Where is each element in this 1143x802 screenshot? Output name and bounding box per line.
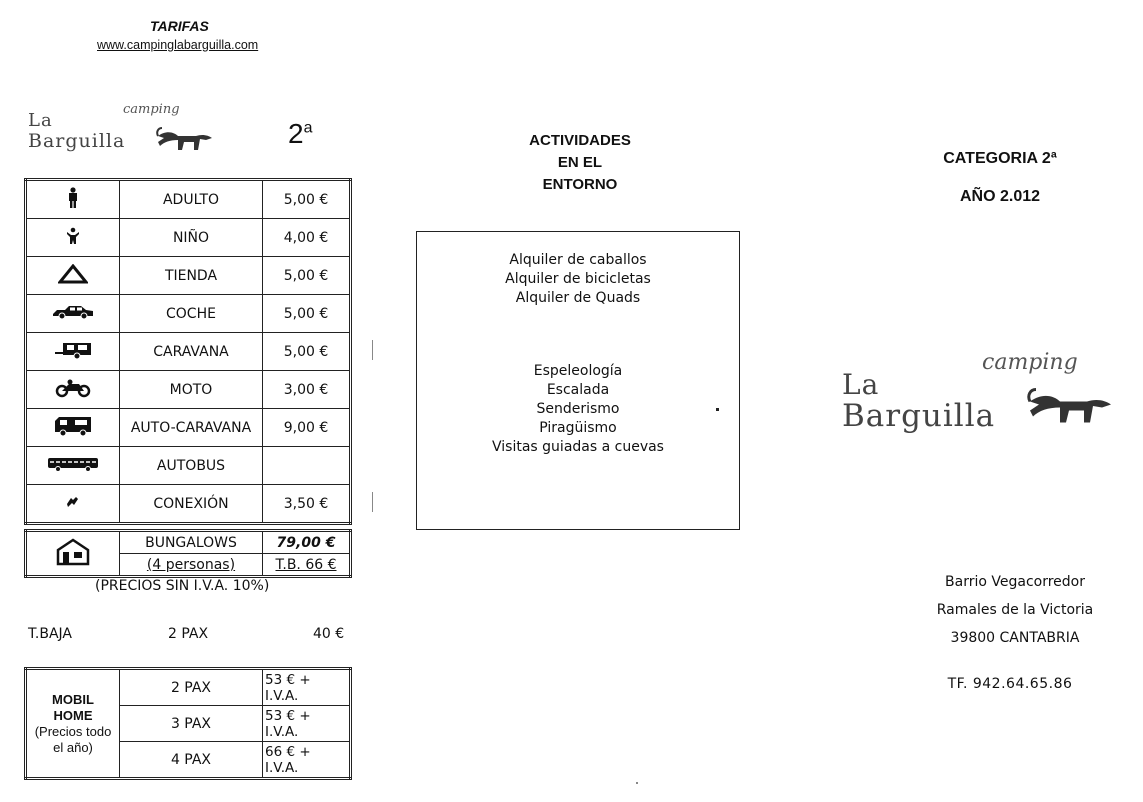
address-block [915, 568, 1115, 652]
bungalow-price-low: T.B. 66 € [263, 554, 351, 577]
price-value: 4,00 € [263, 219, 351, 257]
logo-barguilla: Barguilla [842, 398, 996, 434]
category-heading: CATEGORIA 2ª [943, 150, 1057, 167]
table-row [26, 371, 351, 409]
iva-note: (PRECIOS SIN I.V.A. 10%) [95, 578, 270, 594]
activities-title-line: ENTORNO [542, 176, 618, 193]
motorhome-icon [53, 415, 93, 437]
year-heading: AÑO 2.012 [959, 188, 1041, 205]
low-season-label: T.BAJA [28, 626, 72, 642]
activities-title-line: ACTIVIDADES [529, 132, 631, 149]
camping-logo-large [842, 350, 1132, 445]
price-value: 5,00 € [263, 180, 351, 219]
table-row [26, 180, 351, 219]
motorcycle-icon [53, 378, 93, 398]
camping-logo [28, 100, 218, 160]
goat-icon [156, 126, 216, 154]
price-value: 5,00 € [263, 295, 351, 333]
logo-la: La [842, 368, 880, 401]
list-item: Piragüismo [539, 420, 617, 436]
table-row [26, 257, 351, 295]
mobil-pax: 4 PAX [120, 742, 263, 779]
price-table [24, 178, 352, 525]
mobil-home-table [24, 667, 352, 780]
price-value [263, 447, 351, 485]
low-season-pax: 2 PAX [168, 626, 209, 642]
list-item: Alquiler de caballos [509, 252, 647, 268]
activities-title-line: EN EL [557, 154, 603, 171]
logo-camping: camping [982, 350, 1078, 375]
bus-icon [46, 456, 100, 472]
table-row [26, 531, 351, 554]
low-season-price: 40 € [313, 626, 345, 642]
mobil-price: 53 € + I.V.A. [263, 669, 351, 706]
phone-number: TF. 942.64.65.86 [947, 676, 1073, 692]
mobil-pax: 3 PAX [120, 706, 263, 742]
bungalow-sublabel: (4 personas) [120, 554, 263, 577]
mobil-price: 66 € + I.V.A. [263, 742, 351, 779]
scan-speck [716, 408, 719, 411]
logo-la: La [28, 110, 53, 131]
price-value: 5,00 € [263, 333, 351, 371]
activities-box [416, 231, 740, 530]
bungalows-table [24, 529, 352, 578]
mobil-title-1: MOBIL [52, 691, 94, 707]
mobil-title-2: HOME [53, 707, 93, 723]
table-row [26, 219, 351, 257]
price-label: ADULTO [120, 180, 263, 219]
table-row [26, 669, 351, 706]
activities-list-outdoor [417, 362, 739, 457]
mobil-home-header [26, 669, 120, 779]
category-badge: 2$^a$ [288, 118, 313, 149]
bungalow-price: 79,00 € [263, 531, 351, 554]
adult-icon [66, 187, 80, 209]
table-row [26, 447, 351, 485]
plug-icon [65, 494, 81, 510]
list-item: Espeleología [533, 363, 623, 379]
table-row [26, 333, 351, 371]
address-line: Ramales de la Victoria [936, 602, 1094, 618]
price-value: 9,00 € [263, 409, 351, 447]
scan-speck [372, 340, 373, 360]
address-line: 39800 CANTABRIA [950, 630, 1080, 646]
price-label: COCHE [120, 295, 263, 333]
scan-speck [636, 782, 638, 784]
child-icon [66, 227, 80, 245]
mobil-note-1: (Precios todo [34, 723, 112, 739]
price-label: AUTOBUS [120, 447, 263, 485]
price-value: 5,00 € [263, 257, 351, 295]
price-value: 3,50 € [263, 485, 351, 524]
price-label: TIENDA [120, 257, 263, 295]
caravan-icon [53, 340, 93, 360]
goat-icon [1027, 385, 1117, 430]
price-label: AUTO-CARAVANA [120, 409, 263, 447]
activities-list-rentals [417, 251, 739, 308]
list-item: Alquiler de bicicletas [505, 271, 651, 287]
car-icon [51, 304, 95, 320]
price-value: 3,00 € [263, 371, 351, 409]
tent-icon [58, 264, 88, 284]
website-link[interactable]: www.campinglabarguilla.com [97, 38, 259, 52]
mobil-note-2: el año) [53, 739, 93, 755]
mobil-price: 53 € + I.V.A. [263, 706, 351, 742]
price-label: MOTO [120, 371, 263, 409]
mobil-pax: 2 PAX [120, 669, 263, 706]
price-label: NIÑO [120, 219, 263, 257]
address-line: Barrio Vegacorredor [945, 574, 1085, 590]
house-icon [55, 538, 91, 566]
list-item: Senderismo [536, 401, 620, 417]
table-row [26, 409, 351, 447]
table-row [26, 485, 351, 524]
logo-camping: camping [123, 102, 180, 117]
page-title: TARIFAS [150, 18, 209, 34]
price-label: CARAVANA [120, 333, 263, 371]
list-item: Escalada [546, 382, 610, 398]
scan-speck [372, 492, 373, 512]
price-label: CONEXIÓN [120, 485, 263, 524]
table-row [26, 295, 351, 333]
bungalow-label: BUNGALOWS [120, 531, 263, 554]
activities-title [500, 130, 660, 196]
list-item: Visitas guiadas a cuevas [492, 439, 664, 455]
logo-barguilla: Barguilla [28, 130, 126, 152]
list-item: Alquiler de Quads [515, 290, 641, 306]
